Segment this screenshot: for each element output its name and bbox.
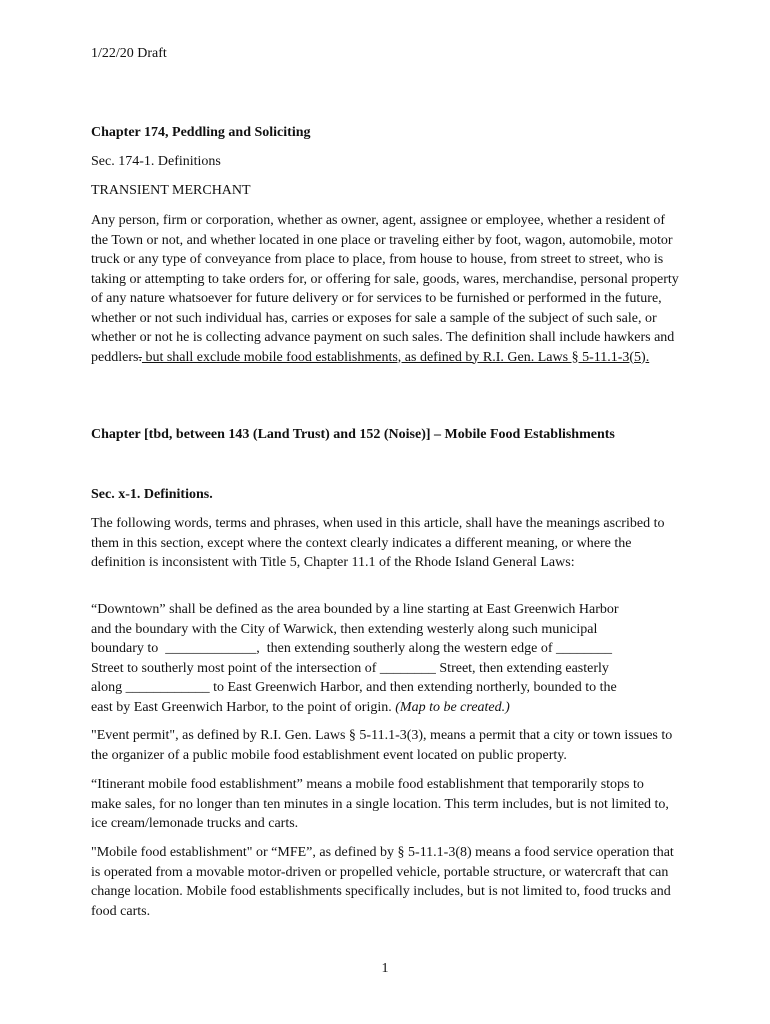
chapter-mfe-title: Chapter [tbd, between 143 (Land Trust) and 152 (Noise)] – Mobile Food Establishments — [91, 427, 615, 442]
definitions-intro: The following words, terms and phrases, when used in this article, shall have the meanings ascribed to them in this section, except where the context clearly indicates a different meaning, or where the definition is inconsistent with Title 5, Chapter 11.1 of the Rhode Island General Laws: — [91, 516, 665, 570]
mobile-food-establishment-definition: "Mobile food establishment" or “MFE”, as defined by § 5-11.1-3(8) means a food service operation that is operated from a movable motor-driven or propelled vehicle, portable structure, or watercraft that can change location. Mobile food establishments specifically includes, but is not limited to, food trucks and food carts. — [91, 845, 674, 919]
downtown-line: east by East Greenwich Harbor, to the point of origin. — [91, 699, 392, 715]
transient-merchant-definition — [91, 211, 683, 367]
downtown-line: Street to southerly most point of the intersection of ________ Street, then extending easterly — [91, 660, 609, 676]
downtown-definition — [91, 600, 691, 717]
chapter-174-title: Chapter 174, Peddling and Soliciting — [91, 125, 311, 140]
downtown-line: boundary to _____________, then extending southerly along the western edge of ________ — [91, 641, 613, 656]
inserted-text: but shall exclude mobile food establishments, as defined by R.I. Gen. Laws § 5-11.1-3(5). — [141, 349, 650, 365]
downtown-line: and the boundary with the City of Warwick, then extending westerly along such municipal — [91, 621, 598, 637]
itinerant-mfe-definition: “Itinerant mobile food establishment” means a mobile food establishment that temporarily stops to make sales, for no longer than ten minutes in a single location. This term includes, but is not limited to, ice cream/lemonade trucks and carts. — [91, 777, 669, 831]
definition-text: Any person, firm or corporation, whether as owner, agent, assignee or employee, whether a resident of the Town or not, and whether located in one place or traveling either by foot, wagon, automobile, motor truck or any type of conveyance from place to place, from house to house, from street to street, who is taking or attempting to take orders for, or offering for sale, goods, wares, merchandise, personal property of any nature whatsoever for future delivery or for services to be furnished or performed in the future, whether or not such individual has, carries or exposes for sale a sample of the subject of such sale, or whether or not he is collecting advance payment on such sales. The definition shall include hawkers and peddlers — [91, 213, 679, 365]
map-note: (Map to be created.) — [391, 699, 510, 715]
struck-text: . — [138, 349, 142, 365]
downtown-line: “Downtown” shall be defined as the area bounded by a line starting at East Greenwich Harbor — [91, 602, 619, 617]
section-x-1-heading: Sec. x-1. Definitions. — [91, 487, 213, 502]
downtown-line: along ____________ to East Greenwich Harbor, and then extending northerly, bounded to the — [91, 680, 617, 695]
event-permit-definition: "Event permit", as defined by R.I. Gen. Laws § 5-11.1-3(3), means a permit that a city or town issues to the organizer of a public mobile food establishment event located on public property. — [91, 728, 673, 763]
transient-merchant-term: TRANSIENT MERCHANT — [91, 183, 251, 198]
page-number: 1 — [381, 961, 389, 976]
section-174-1-heading: Sec. 174-1. Definitions — [91, 154, 221, 169]
draft-date-label: 1/22/20 Draft — [91, 46, 167, 61]
